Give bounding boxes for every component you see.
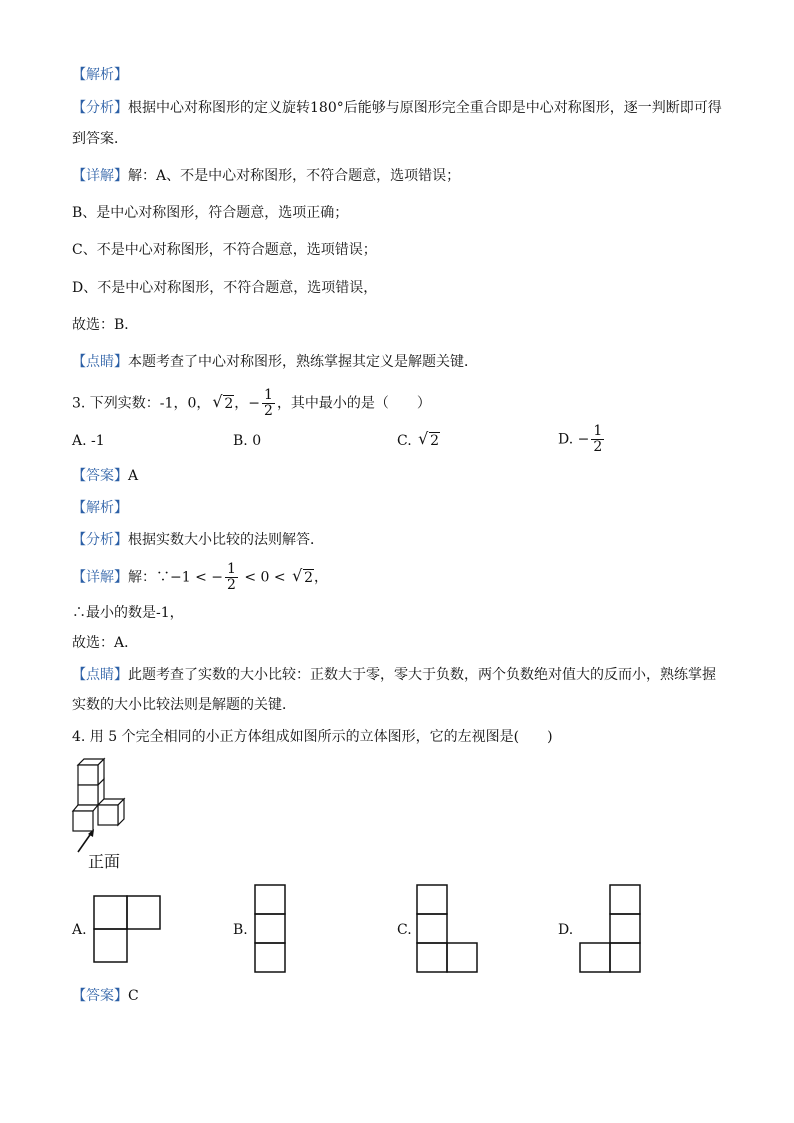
- q3-option-b: B. 0: [233, 433, 262, 449]
- q3-answer: 【答案】A: [72, 468, 139, 484]
- fraction-half: $\frac{1}{2}$: [264, 387, 273, 419]
- q3-option-d: D. − $\frac{1}{2}$: [558, 423, 603, 455]
- sqrt-2: √ 2: [212, 391, 234, 412]
- q2-line-b: B、是中心对称图形，符合题意，选项正确；: [72, 205, 349, 221]
- q2-dianjing: 【点睛】本题考查了中心对称图形，熟练掌握其定义是解题关键．: [72, 354, 478, 370]
- q3-dianjing-2: 实数的大小比较法则是解题的关键．: [72, 697, 296, 713]
- q3-fenxi: 【分析】根据实数大小比较的法则解答．: [72, 532, 324, 548]
- q4-option-a-figure: [93, 895, 163, 965]
- q2-line-d: D、不是中心对称图形，不符合题意，选项错误，: [72, 280, 378, 296]
- q3-option-c: C. √ 2: [397, 429, 440, 449]
- q2-xiangjie-line: 【详解】解：A、不是中心对称图形，不符合题意，选项错误；: [72, 168, 461, 184]
- q4-option-a-label: A.: [72, 922, 87, 938]
- q2-analysis-heading: 【解析】: [72, 67, 128, 83]
- q4-option-b-label: B.: [233, 922, 248, 938]
- q2-line-c: C、不是中心对称图形，不符合题意，选项错误；: [72, 242, 377, 258]
- q4-option-b-figure: [254, 884, 288, 976]
- q2-fenxi-line-1: 【分析】根据中心对称图形的定义旋转180°后能够与原图形完全重合即是中心对称图形，逐一判断即可得: [72, 100, 722, 116]
- q3-analysis-heading: 【解析】: [72, 500, 128, 516]
- q3-therefore: ∴最小的数是-1，: [72, 605, 184, 621]
- q4-option-d-figure: [579, 884, 643, 976]
- q2-fenxi-line-2: 到答案．: [72, 131, 128, 147]
- q4-option-d-label: D.: [558, 922, 574, 938]
- q3-dianjing-1: 【点睛】此题考查了实数的大小比较：正数大于零，零大于负数，两个负数绝对值大的反而小，熟练掌握: [72, 667, 716, 683]
- front-label: 正面: [88, 852, 121, 871]
- q4-option-c-figure: [416, 884, 480, 976]
- q2-choice: 故选：B．: [72, 317, 139, 333]
- q4-option-c-label: C.: [397, 922, 412, 938]
- q3-option-a: A. -1: [72, 433, 105, 449]
- q4-stem: 4. 用 5 个完全相同的小正方体组成如图所示的立体图形，它的左视图是( ): [72, 729, 553, 745]
- q3-choice: 故选：A．: [72, 635, 139, 651]
- cube-figure: [70, 757, 130, 837]
- q3-xiangjie: 【详解】解：∵−1 < − $\frac{1}{2}$ < 0 < √ 2，: [72, 561, 329, 593]
- q3-stem: 3. 下列实数：-1，0， √ 2，− $\frac{1}{2}$ ，其中最小的是（ ）: [72, 387, 431, 419]
- q4-answer: 【答案】C: [72, 988, 139, 1004]
